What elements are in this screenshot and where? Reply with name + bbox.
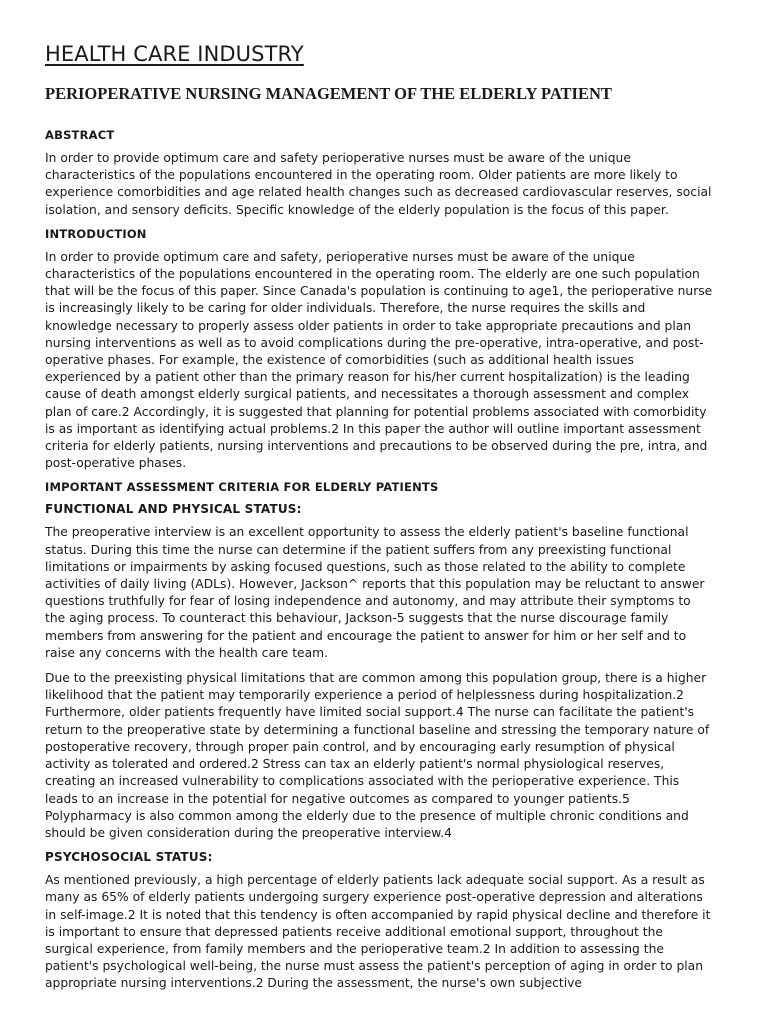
functional-status-heading: FUNCTIONAL AND PHYSICAL STATUS: bbox=[45, 502, 302, 517]
introduction-paragraph: In order to provide optimum care and safety, perioperative nurses must be aware of the unique characteristics of the populations encountered in the operating room. The elderly are one such population that will be the focus of this paper. Since Canada's population is continuing to age1, the perioperative nurse is increasingly likely to be caring for older individuals. Therefore, the nurse requires the skills and knowledge necessary to properly assess older patients in order to take appropriate precautions and plan nursing interventions as well as to avoid complications during the pre-operative, intra-operative, and post-operative phases. For example, the existence of comorbidities (such as additional health issues experienced by a patient other than the primary reason for his/her current hospitalization) is the leading cause of death amongst elderly surgical patients, and necessitates a thorough assessment and complex plan of care.2 Accordingly, it is suggested that planning for potential problems associated with comorbidity is as important as identifying actual problems.2 In this paper the author will outline important assessment criteria for elderly patients, nursing interventions and precautions to be observed during the pre, intra, and post-operative phases. bbox=[45, 249, 713, 471]
document-title: HEALTH CARE INDUSTRY bbox=[45, 42, 304, 66]
document-subtitle: PERIOPERATIVE NURSING MANAGEMENT OF THE ELDERLY PATIENT bbox=[45, 84, 612, 103]
functional-paragraph: Due to the preexisting physical limitations that are common among this population group, there is a higher likelihood that the patient may temporarily experience a period of helplessness during hospitalization.2 Furthermore, older patients frequently have limited social support.4 The nurse can facilitate the patient's return to the preoperative state by determining a functional baseline and stressing the temporary nature of postoperative recovery, through proper pain control, and by encouraging early resumption of physical activity as tolerated and ordered.2 Stress can tax an elderly patient's normal physiological reserves, creating an increased vulnerability to complications associated with the perioperative experience. This leads to an increase in the potential for negative outcomes as compared to younger patients.5 Polypharmacy is also common among the elderly due to the presence of multiple chronic conditions and should be given consideration during the preoperative interview.4 bbox=[45, 671, 710, 840]
document-page bbox=[45, 42, 713, 1001]
abstract-section bbox=[45, 128, 713, 219]
psychosocial-status-heading: PSYCHOSOCIAL STATUS: bbox=[45, 850, 213, 865]
abstract-paragraph: In order to provide optimum care and safety perioperative nurses must be aware of the unique characteristics of the populations encountered in the operating room. Older patients are more likely to experience comorbidities and age related health changes such as decreased cardiovascular reserves, social isolation, and sensory deficits. Specific knowledge of the elderly population is the focus of this paper. bbox=[45, 151, 712, 217]
psychosocial-status-section bbox=[45, 850, 713, 992]
introduction-section bbox=[45, 227, 713, 473]
functional-paragraph: The preoperative interview is an excellent opportunity to assess the elderly patient's baseline functional status. During this time the nurse can determine if the patient suffers from any preexisting functional limitations or impairments by asking focused questions, such as those related to the ability to complete activities of daily living (ADLs). However, Jackson^ reports that this population may be reluctant to answer questions truthfully for fear of losing independence and autonomy, and may attribute their symptoms to the aging process. To counteract this behaviour, Jackson-5 suggests that the nurse discourage family members from answering for the patient and encourage the patient to answer for him or her self and to raise any concerns with the health care team. bbox=[45, 525, 705, 660]
assessment-heading: IMPORTANT ASSESSMENT CRITERIA FOR ELDERLY PATIENTS bbox=[45, 480, 439, 495]
abstract-heading: ABSTRACT bbox=[45, 128, 115, 142]
psychosocial-paragraph: As mentioned previously, a high percentage of elderly patients lack adequate social support. As a result as many as 65% of elderly patients undergoing surgery experience post-operative depression and alterations in self-image.2 It is noted that this tendency is often accompanied by rapid physical decline and therefore it is important to ensure that depressed patients receive additional emotional support, throughout the surgical experience, from family members and the perioperative team.2 In addition to assessing the patient's psychological well-being, the nurse must assess the patient's perception of aging in order to plan appropriate nursing interventions.2 During the assessment, the nurse's own subjective bbox=[45, 873, 711, 991]
assessment-section bbox=[45, 480, 713, 494]
functional-status-section bbox=[45, 502, 713, 842]
introduction-heading: INTRODUCTION bbox=[45, 226, 147, 241]
